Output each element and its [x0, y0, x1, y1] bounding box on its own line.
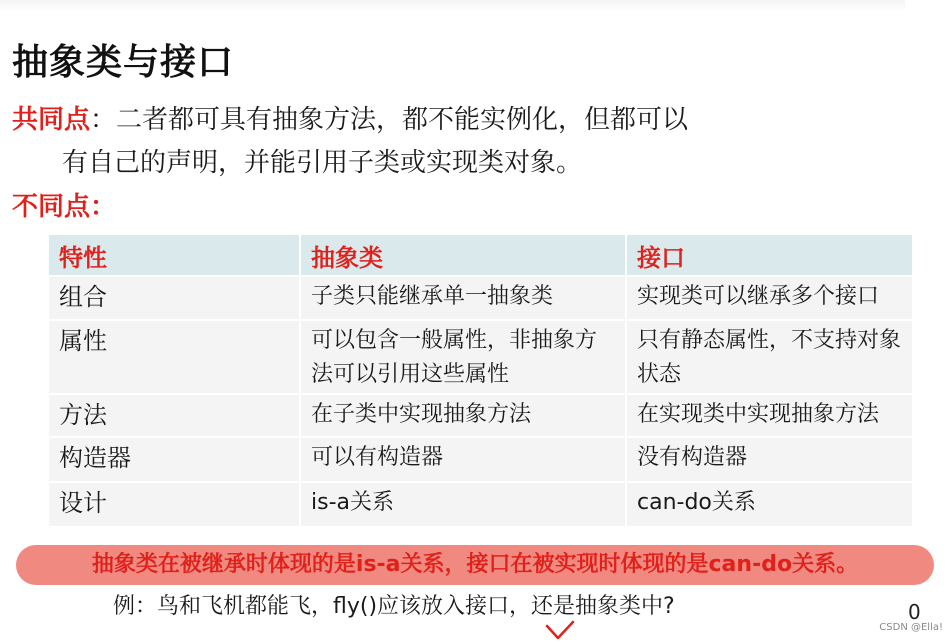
- header-feature: 特性: [49, 235, 300, 276]
- checkmark-icon: [545, 620, 575, 642]
- interface-cell: 没有构造器: [626, 437, 913, 482]
- table-row: [49, 482, 913, 526]
- feature-cell: 构造器: [49, 437, 300, 482]
- table-row: [49, 320, 913, 394]
- interface-cell: 在实现类中实现抽象方法: [626, 394, 913, 437]
- top-strip: [0, 0, 905, 12]
- comparison-table: [49, 235, 914, 526]
- abstract-class-cell: 可以包含一般属性，非抽象方法可以引用这些属性: [300, 320, 626, 394]
- table-row: [49, 394, 913, 437]
- watermark: CSDN @Ella!: [879, 622, 943, 633]
- feature-cell: 设计: [49, 482, 300, 526]
- table-row: [49, 437, 913, 482]
- common-points-line1: [12, 100, 688, 140]
- abstract-class-cell: is-a关系: [300, 482, 626, 526]
- page-number: 0: [908, 600, 921, 624]
- table-row: [49, 276, 913, 320]
- common-points-label: 共同点: [12, 105, 91, 135]
- common-points-line2: 有自己的声明，并能引用子类或实现类对象。: [62, 148, 583, 178]
- example-question: 例：鸟和飞机都能飞，fly()应该放入接口，还是抽象类中?: [113, 594, 675, 619]
- header-interface: 接口: [626, 235, 913, 276]
- feature-cell: 方法: [49, 394, 300, 437]
- abstract-class-cell: 子类只能继承单一抽象类: [300, 276, 626, 320]
- feature-cell: 组合: [49, 276, 300, 320]
- summary-highlight: 抽象类在被继承时体现的是is-a关系，接口在被实现时体现的是can-do关系。: [16, 545, 934, 585]
- feature-cell: 属性: [49, 320, 300, 394]
- interface-cell: 实现类可以继承多个接口: [626, 276, 913, 320]
- differences-label: 不同点：: [12, 192, 117, 222]
- slide-title: 抽象类与接口: [12, 42, 235, 83]
- common-points-text: ：二者都可具有抽象方法，都不能实例化，但都可以: [90, 105, 689, 135]
- header-abstract-class: 抽象类: [300, 235, 626, 276]
- table-header-row: [49, 235, 913, 276]
- abstract-class-cell: 在子类中实现抽象方法: [300, 394, 626, 437]
- interface-cell: 只有静态属性，不支持对象状态: [626, 320, 913, 394]
- interface-cell: can-do关系: [626, 482, 913, 526]
- abstract-class-cell: 可以有构造器: [300, 437, 626, 482]
